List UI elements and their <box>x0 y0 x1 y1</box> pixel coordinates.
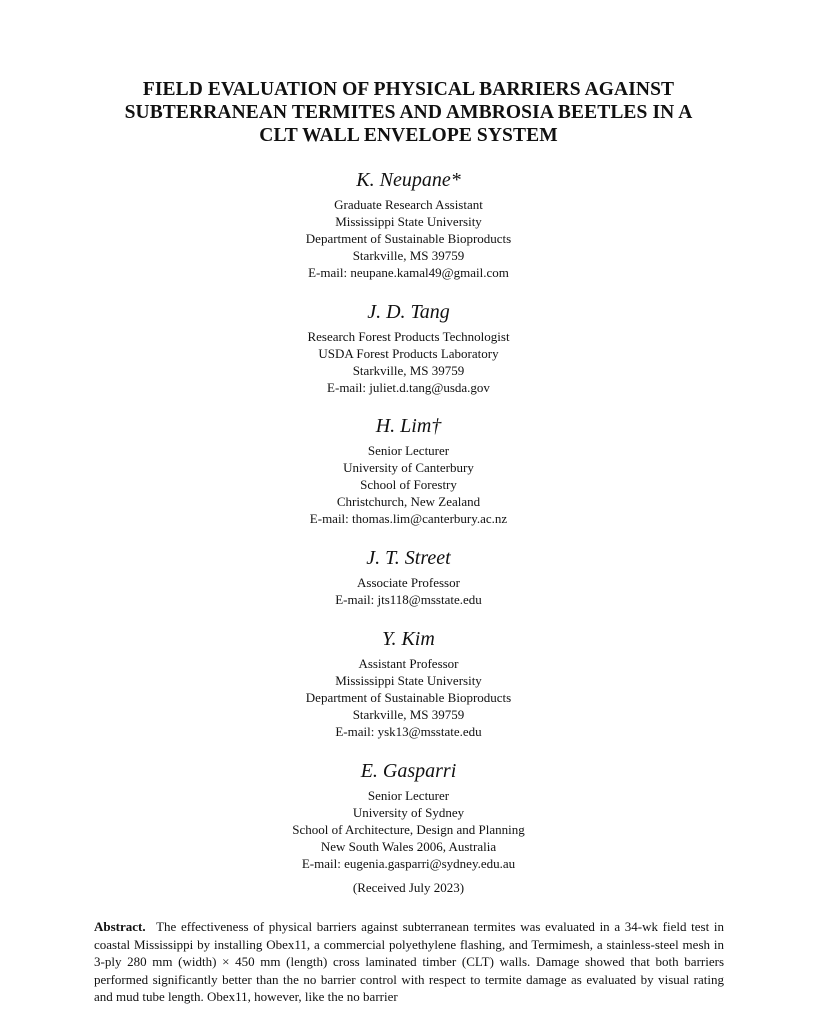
affiliation-line: Senior Lecturer <box>367 788 450 803</box>
affiliation-line: Starkville, MS 39759 <box>352 363 465 378</box>
author-email: E-mail: jts118@msstate.edu <box>335 592 482 607</box>
author-email: E-mail: thomas.lim@canterbury.ac.nz <box>309 511 508 526</box>
affiliation-line: Associate Professor <box>357 575 460 590</box>
title-line: CLT WALL ENVELOPE SYSTEM <box>259 125 558 146</box>
abstract <box>94 918 724 1006</box>
affiliation-line: Department of Sustainable Bioproducts <box>305 690 512 705</box>
author-email: E-mail: neupane.kamal49@gmail.com <box>308 265 509 280</box>
author-email: E-mail: eugenia.gasparri@sydney.edu.au <box>301 856 516 871</box>
author-name: E. Gasparri <box>360 760 457 782</box>
affiliation-line: School of Forestry <box>360 477 457 492</box>
author-block <box>100 627 717 740</box>
title-line: SUBTERRANEAN TERMITES AND AMBROSIA BEETLES IN A <box>124 102 693 123</box>
paper-title <box>60 78 757 147</box>
author-name: J. T. Street <box>366 547 451 569</box>
affiliation-line: Christchurch, New Zealand <box>336 494 481 509</box>
author-name: Y. Kim <box>382 628 435 650</box>
abstract-text: The effectiveness of physical barriers against subterranean termites was evaluated in a 34-wk field test in coastal Mississippi by installing Obex11, a commercial polyethylene flashing, and Termimesh, a stainless-steel mesh in 3-ply 280 mm (width) × 450 mm (length) cross laminated timber (CLT) walls. Damage showed that both barriers performed significantly better than the no barrier control with respect to termite damage as evaluated by visual rating and mud tube length. Obex11, however, like the no barrier <box>94 919 724 1005</box>
affiliation-line: University of Sydney <box>352 805 465 820</box>
affiliation-line: University of Canterbury <box>343 460 474 475</box>
affiliation-line: Assistant Professor <box>358 656 459 671</box>
affiliation-line: Mississippi State University <box>335 673 482 688</box>
affiliation-line: Starkville, MS 39759 <box>352 707 465 722</box>
affiliation-line: Senior Lecturer <box>367 443 450 458</box>
author-email: E-mail: ysk13@msstate.edu <box>335 724 482 739</box>
affiliation-line: New South Wales 2006, Australia <box>320 839 497 854</box>
affiliation-line: USDA Forest Products Laboratory <box>318 346 499 361</box>
affiliation-line: Starkville, MS 39759 <box>352 248 465 263</box>
author-block <box>100 168 717 281</box>
affiliation-line: Mississippi State University <box>335 214 482 229</box>
abstract-label: Abstract. <box>94 919 146 934</box>
author-block <box>100 546 717 608</box>
affiliation-line: Department of Sustainable Bioproducts <box>305 231 512 246</box>
affiliation-line: Graduate Research Assistant <box>334 197 483 212</box>
title-line: FIELD EVALUATION OF PHYSICAL BARRIERS AGAINST <box>142 79 675 100</box>
author-email: E-mail: juliet.d.tang@usda.gov <box>327 380 490 395</box>
author-block <box>100 759 717 872</box>
author-block <box>100 300 717 396</box>
author-block <box>100 414 717 527</box>
affiliation-line: School of Architecture, Design and Planning <box>292 822 525 837</box>
author-name: J. D. Tang <box>367 301 450 323</box>
affiliation-line: Research Forest Products Technologist <box>307 329 510 344</box>
author-name: K. Neupane* <box>356 169 461 191</box>
received-date: (Received July 2023) <box>352 880 465 895</box>
author-name: H. Lim† <box>375 415 442 437</box>
